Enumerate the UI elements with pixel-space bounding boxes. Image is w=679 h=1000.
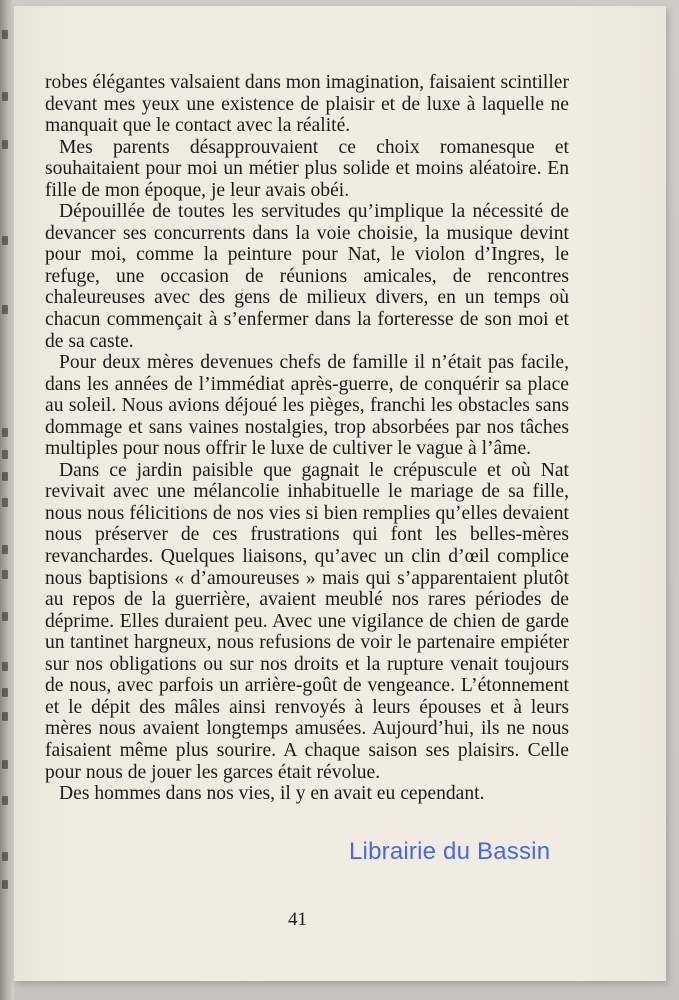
edge-mark: [2, 472, 8, 481]
edge-mark: [2, 305, 8, 314]
edge-mark: [2, 880, 8, 889]
paragraph: robes élégantes valsaient dans mon imagination, faisaient scintiller devant mes yeux une existence de plaisir et de luxe à laquelle ne manquait que le contact avec la réalité.: [45, 72, 569, 137]
paragraph: Dans ce jardin paisible que gagnait le crépuscule et où Nat revivait avec une mélancolie inhabituelle le mariage de sa fille, nous nous félicitions de nos vies si bien remplies qu’elles devaient nous préserver de ces frustrations qui font les belles-mères revanchardes. Quelques liaisons, qu’avec un clin d’œil complice nous baptisions « d’amoureuses » mais qui s’apparentaient plutôt au repos de la guerrière, avaient meublé nos rares périodes de déprime. Elles duraient peu. Avec une vigilance de chien de garde un tantinet hargneux, nous refusions de voir le partenaire empiéter sur nos obligations ou sur nos droits et la rupture venait toujours de nous, avec parfois un arrière-goût de vengeance. L’étonnement et le dépit des mâles ainsi renvoyés à leurs épouses et à leurs mères nous avaient longtemps amusées. Aujourd’hui, ils ne nous faisaient même plus sourire. A chaque saison ses plaisirs. Celle pour nous de jouer les garces était révolue.: [45, 459, 569, 783]
edge-mark: [2, 428, 8, 437]
edge-mark: [2, 92, 8, 101]
page-number: 41: [288, 909, 307, 930]
book-page: [14, 6, 666, 981]
edge-mark: [2, 30, 8, 39]
edge-mark: [2, 662, 8, 671]
edge-mark: [2, 796, 8, 805]
edge-mark: [2, 236, 8, 245]
paragraph: Pour deux mères devenues chefs de famille il n’était pas facile, dans les années de l’immédiat après-guerre, de conquérir sa place au soleil. Nous avions déjoué les pièges, franchi les obstacles sans dommage et sans vaines nostalgies, trop absorbées par nos tâches multiples pour nous offrir le luxe de cultiver le vague à l’âme.: [45, 352, 569, 460]
edge-mark: [2, 760, 8, 769]
watermark: Librairie du Bassin: [349, 838, 551, 865]
edge-mark: [2, 570, 8, 579]
edge-mark: [2, 612, 8, 621]
paragraph: Mes parents désapprouvaient ce choix romanesque et souhaitaient pour moi un métier plus solide et moins aléatoire. En fille de mon époque, je leur avais obéi.: [45, 136, 569, 201]
edge-mark: [2, 140, 8, 149]
edge-mark: [2, 688, 8, 697]
previous-page-edge: [0, 0, 14, 1000]
paragraph: Dépouillée de toutes les servitudes qu’implique la nécessité de devancer ses concurrents dans la voie choisie, la musique devint pour moi, comme la peinture pour Nat, le violon d’Ingres, le refuge, une occasion de réunions amicales, de rencontres chaleureuses avec des gens de milieux divers, en un temps où chacun commençait à s’enfermer dans la forteresse de son moi et de sa caste.: [45, 201, 569, 352]
edge-mark: [2, 545, 8, 554]
edge-mark: [2, 712, 8, 721]
edge-mark: [2, 498, 8, 507]
edge-mark: [2, 852, 8, 861]
paragraph: Des hommes dans nos vies, il y en avait eu cependant.: [59, 783, 485, 805]
edge-mark: [2, 450, 8, 459]
body-text: [45, 72, 569, 805]
